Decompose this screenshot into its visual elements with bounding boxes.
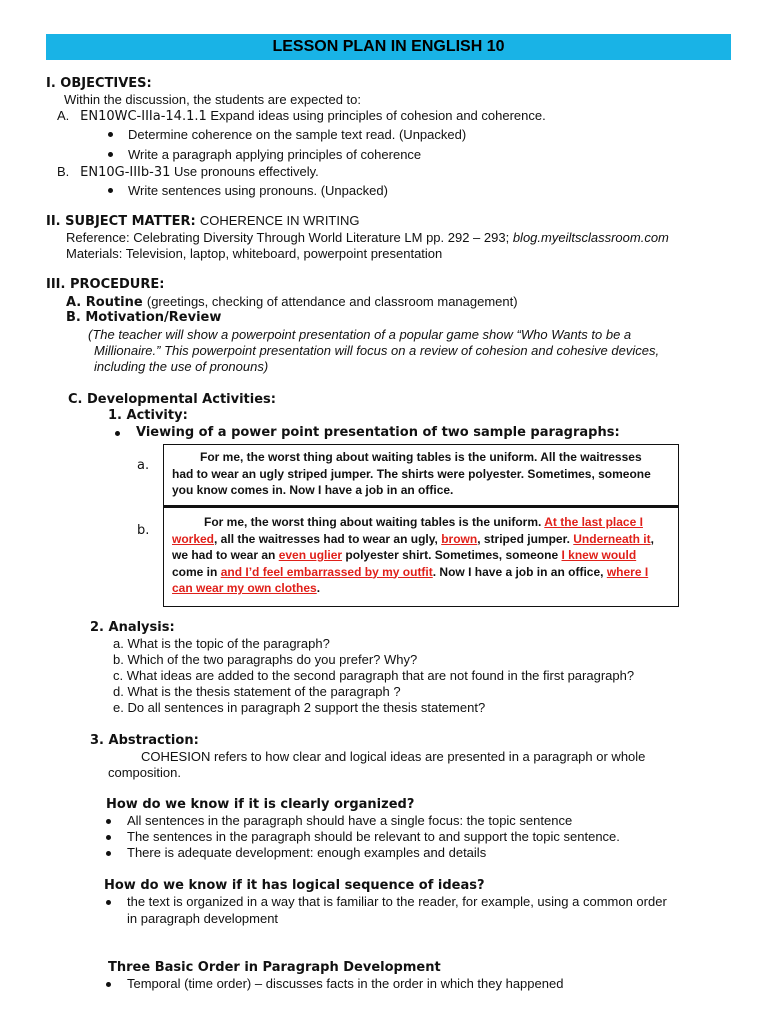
subject-topic: COHERENCE IN WRITING	[199, 213, 360, 228]
reference-site: blog.myeiltsclassroom.com	[512, 230, 669, 245]
organized-bullet: The sentences in the paragraph should be relevant to and support the topic sentence.	[127, 829, 620, 844]
bullet-icon	[108, 132, 113, 137]
cohesion-definition-cont: composition.	[108, 765, 181, 780]
developmental-label: C. Developmental Activities:	[68, 392, 276, 407]
question-organized: How do we know if it is clearly organized?	[106, 797, 415, 812]
bullet-icon	[106, 819, 111, 824]
sequence-bullet-cont: in paragraph development	[127, 911, 279, 926]
paragraph-b-line: can wear my own clothes.	[172, 581, 321, 595]
objective-b-code: EN10G-IIIb-31	[80, 165, 171, 180]
cohesion-definition	[141, 749, 645, 764]
paragraph-a-line: had to wear an ugly striped jumper. The shirts were polyester. Sometimes, someone	[172, 466, 651, 481]
reference-text: Reference: Celebrating Diversity Through World Literature LM pp. 292 – 293;	[66, 230, 510, 245]
paragraph-b-box	[163, 506, 679, 607]
paragraph-b-label: b.	[137, 523, 150, 538]
subject-reference	[66, 230, 669, 245]
orders-bullet: Temporal (time order) – discusses facts in the order in which they happened	[127, 976, 564, 991]
objective-b-marker: B.	[57, 164, 70, 179]
bullet-icon	[106, 900, 111, 905]
paragraph-a-line: you know comes in. Now I have a job in an office.	[172, 483, 454, 497]
organized-bullet: There is adequate development: enough examples and details	[127, 845, 487, 860]
objective-a-code: EN10WC-IIIa-14.1.1	[80, 109, 207, 124]
paragraph-a-label: a.	[137, 458, 150, 473]
bullet-icon	[115, 431, 120, 436]
bullet-icon	[108, 152, 113, 157]
procedure-heading: III. PROCEDURE:	[46, 277, 165, 292]
routine-line	[66, 294, 518, 310]
objective-a-text: Expand ideas using principles of cohesion and coherence.	[210, 108, 546, 123]
routine-label: A. Routine	[66, 295, 143, 310]
paragraph-a-box	[163, 444, 679, 506]
abstraction-label: 3. Abstraction:	[90, 733, 199, 748]
sequence-bullet: the text is organized in a way that is familiar to the reader, for example, using a common order	[127, 894, 667, 909]
analysis-item: b. Which of the two paragraphs do you prefer? Why?	[113, 652, 418, 667]
paragraph-b-line: come in and I’d feel embarrassed by my outfit. Now I have a job in an office, where I	[172, 564, 649, 579]
paragraph-b-line: we had to wear an even uglier polyester shirt. Sometimes, someone I knew would	[172, 548, 637, 562]
motivation-line: including the use of pronouns)	[94, 359, 269, 374]
paragraph-a-line: For me, the worst thing about waiting tables is the uniform. All the waitresses	[200, 450, 642, 464]
objective-a	[57, 108, 546, 124]
bullet-icon	[106, 835, 111, 840]
paragraph-b-line: worked, all the waitresses had to wear an ugly, brown, striped jumper. Underneath it,	[172, 531, 654, 546]
paragraph-b-line: For me, the worst thing about waiting tables is the uniform. At the last place I	[204, 515, 643, 529]
document-title: LESSON PLAN IN ENGLISH 10	[46, 34, 731, 60]
analysis-item: d. What is the thesis statement of the paragraph ?	[113, 684, 401, 699]
bullet-icon	[108, 188, 113, 193]
objective-b-bullet: Write sentences using pronouns. (Unpacked)	[128, 183, 388, 198]
objectives-intro: Within the discussion, the students are expected to:	[64, 92, 362, 107]
question-sequence: How do we know if it has logical sequence of ideas?	[104, 878, 485, 893]
cohesion-definition-text: refers to how clear and logical ideas are presented in a paragraph or whole	[213, 749, 646, 764]
subject-matter-line	[46, 213, 360, 229]
objectives-heading: I. OBJECTIVES:	[46, 76, 152, 91]
analysis-item: c. What ideas are added to the second paragraph that are not found in the first paragraph?	[113, 668, 635, 683]
motivation-line: Millionaire.” This powerpoint presentation will focus on a review of cohesion and cohesive devices,	[94, 343, 660, 358]
bullet-icon	[106, 982, 111, 987]
activity-label: 1. Activity:	[108, 408, 188, 423]
subject-heading: II. SUBJECT MATTER:	[46, 214, 196, 229]
routine-text: (greetings, checking of attendance and classroom management)	[146, 294, 518, 309]
objective-a-bullet: Determine coherence on the sample text read. (Unpacked)	[128, 127, 467, 142]
motivation-line: (The teacher will show a powerpoint presentation of a popular game show “Who Wants to be a	[88, 327, 632, 342]
motivation-label: B. Motivation/Review	[66, 310, 222, 325]
cohesion-term: COHESION	[141, 749, 211, 764]
objective-b-text: Use pronouns effectively.	[174, 164, 319, 179]
objective-a-marker: A.	[57, 108, 70, 123]
analysis-item: e. Do all sentences in paragraph 2 support the thesis statement?	[113, 700, 486, 715]
bullet-icon	[106, 851, 111, 856]
orders-heading: Three Basic Order in Paragraph Development	[108, 960, 441, 975]
organized-bullet: All sentences in the paragraph should have a single focus: the topic sentence	[127, 813, 573, 828]
subject-materials: Materials: Television, laptop, whiteboard, powerpoint presentation	[66, 246, 443, 261]
activity-bullet: Viewing of a power point presentation of two sample paragraphs:	[136, 425, 620, 440]
analysis-label: 2. Analysis:	[90, 620, 175, 635]
analysis-item: a. What is the topic of the paragraph?	[113, 636, 330, 651]
objective-b	[57, 164, 319, 180]
objective-a-bullet: Write a paragraph applying principles of coherence	[128, 147, 422, 162]
